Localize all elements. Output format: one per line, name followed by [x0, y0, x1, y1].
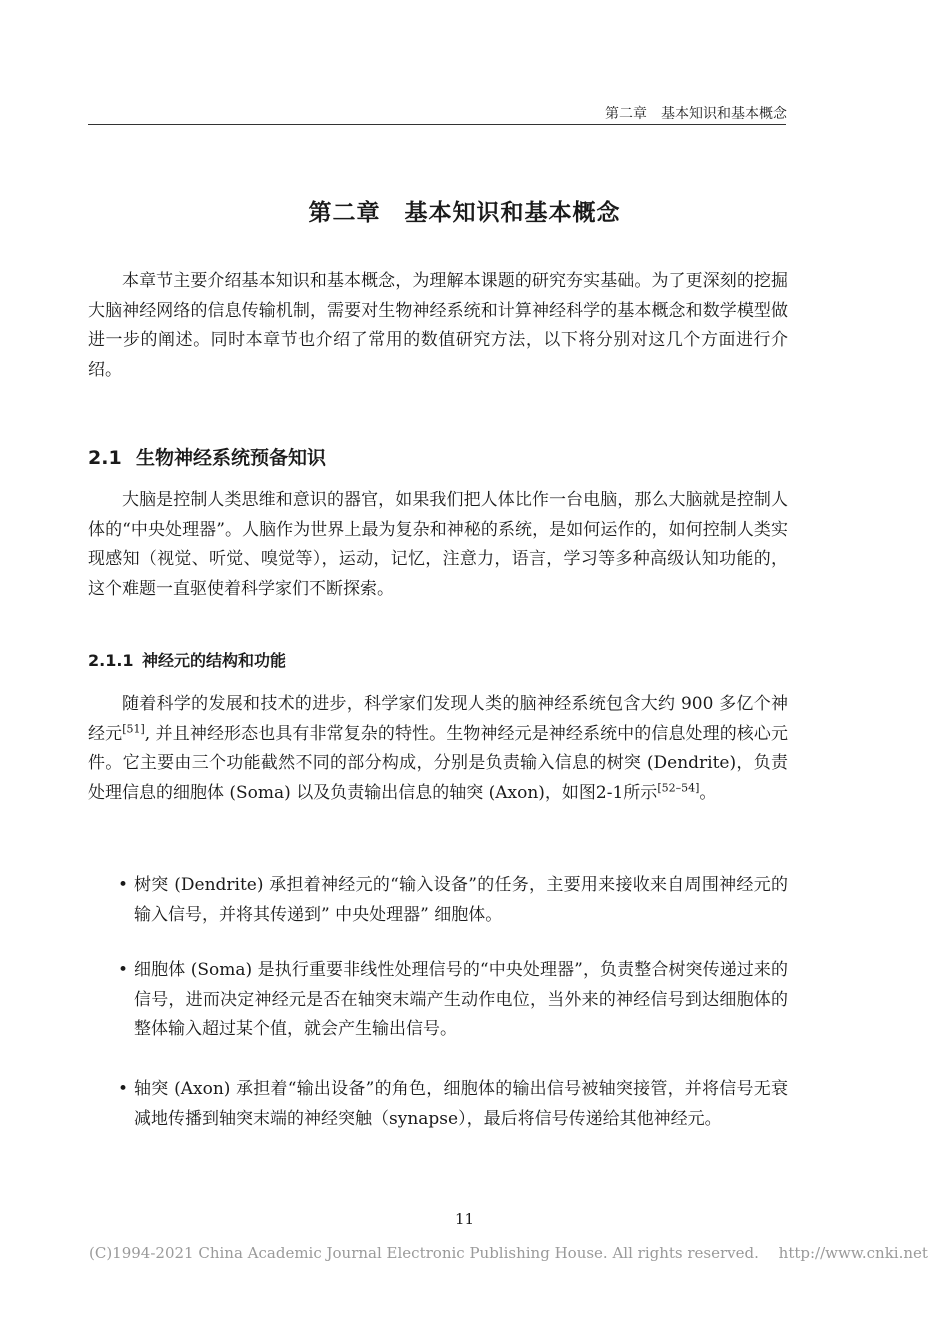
section-number: 2.1: [88, 447, 122, 469]
citation-51[interactable]: [51]: [122, 721, 145, 735]
intro-paragraph: 本章节主要介绍基本知识和基本概念，为理解本课题的研究夯实基础。为了更深刻的挖掘大脑神经网络的信息传输机制，需要对生物神经系统和计算神经科学的基本概念和数学模型做进一步的阐述。同时本章节也介绍了常用的数值研究方法，以下将分别对这几个方面进行介绍。: [88, 271, 788, 380]
paragraph-text-3: 。: [699, 782, 717, 803]
header-rule: [88, 124, 786, 125]
section-title: 生物神经系统预备知识: [136, 447, 327, 469]
citation-52-54[interactable]: [52–54]: [657, 780, 700, 794]
bullet-marker: •: [118, 960, 129, 980]
bullet-text: 轴突 (Axon) 承担着“输出设备”的角色，细胞体的输出信号被轴突接管，并将信号无衰减地传播到轴突末端的神经突触（synapse），最后将信号传递给其他神经元。: [134, 1079, 788, 1129]
paragraph-text-1: 随着科学的发展和技术的进步，科学家们发现人类的脑神经系统包含大约 900 多亿个神经元: [88, 694, 788, 744]
running-header: 第二章 基本知识和基本概念: [605, 106, 787, 122]
bullet-text: 树突 (Dendrite) 承担着神经元的“输入设备”的任务，主要用来接收来自周围神经元的输入信号，并将其传递到” 中央处理器” 细胞体。: [134, 875, 788, 925]
subsection-number: 2.1.1: [88, 651, 134, 670]
subsection-title: 神经元的结构和功能: [142, 651, 287, 670]
section-heading-2-1-1: [88, 648, 286, 671]
section-2-1-paragraph: 大脑是控制人类思维和意识的器官，如果我们把人体比作一台电脑，那么大脑就是控制人体的“中央处理器”。人脑作为世界上最为复杂和神秘的系统，是如何运作的，如何控制人类实现感知（视觉、听觉、嗅觉等），运动，记忆，注意力，语言，学习等多种高级认知功能的，这个难题一直驱使着科学家们不断探索。: [88, 490, 788, 599]
bullet-dendrite: [118, 871, 788, 930]
bullet-marker: •: [118, 875, 129, 895]
bullet-soma: [118, 956, 788, 1045]
bullet-marker: •: [118, 1079, 129, 1099]
copyright-notice: (C)1994-2021 China Academic Journal Electronic Publishing House. All rights reserved. http://www.cnki.net: [89, 1244, 928, 1262]
page-number: 11: [454, 1210, 475, 1228]
section-2-1-1-paragraph: [88, 690, 788, 808]
bullet-text: 细胞体 (Soma) 是执行重要非线性处理信号的“中央处理器”，负责整合树突传递过来的信号，进而决定神经元是否在轴突末端产生动作电位，当外来的神经信号到达细胞体的整体输入超过某个值，就会产生输出信号。: [134, 960, 788, 1039]
paragraph-text-2: , 并且神经形态也具有非常复杂的特性。生物神经元是神经系统中的信息处理的核心元件。它主要由三个功能截然不同的部分构成，分别是负责输入信息的树突 (Dendrite)，负责处理信息的细胞体 (Soma) 以及负责输出信息的轴突 (Axon)，如图2-1所示: [88, 723, 788, 803]
section-heading-2-1: [88, 443, 326, 470]
chapter-title: 第二章 基本知识和基本概念: [308, 200, 621, 226]
bullet-axon: [118, 1075, 788, 1134]
